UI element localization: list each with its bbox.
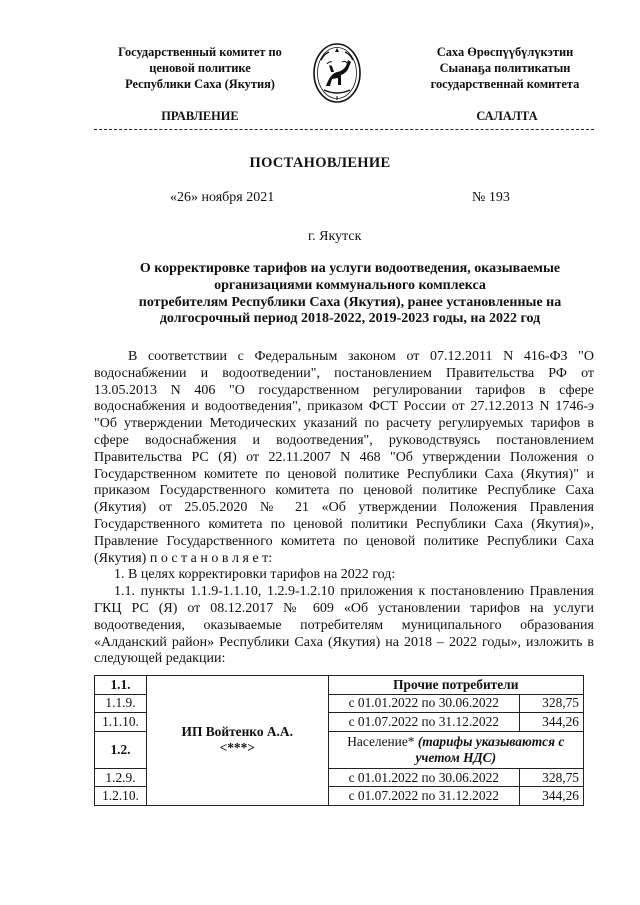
subject-line2: организациями коммунального комплекса [214,277,486,293]
organization-name: ИП Войтенко А.А. [181,724,293,740]
subject-line3: потребителям Республики Саха (Якутия), ранее установленные на [138,294,562,310]
document-title: ПОСТАНОВЛЕНИЕ [249,155,391,171]
table-cell-code: 1.2.10. [95,787,147,806]
header-right [390,44,620,92]
body-paragraph-1-text: В соответствии с Федеральным законом от 07.12.2011 N 416-ФЗ "О водоснабжении и водоотведении", постановлением Правительства РФ от 13.05.2013 N 406 "О государственном регулировании тарифов в сфере водоснабжения и водоотведения", приказом ФСТ России от 27.12.2013 N 1746-э "Об утверждении Методических указаний по расчету регулируемых тарифов в сфере водоснабжения и водоотведения", руководствуясь постановлением Правительства РС (Я) от 22.11.2007 N 468 "Об утверждении Положения о Государственном комитете по ценовой политике Республики Саха (Якутия)" и приказом Государственного комитета по ценовой политике Республике Саха (Якутия) от 25.05.2020 № 21 «Об утверждении Положения Правления Государственного комитета по ценовой политики Республики Саха (Якутия)», Правление Государственного комитета по ценовой политике Республики Саха (Якутия) [94,349,594,566]
table-cell-value: 344,26 [520,787,584,806]
body-paragraph-1 [94,349,594,567]
header-right-line1: Саха Өрөспүүбүлүкэтин [436,45,574,59]
group-population-note: (тарифы указываются с учетом НДС) [415,733,565,765]
document-city: г. Якутск [308,229,362,244]
table-cell-period: с 01.01.2022 по 30.06.2022 [328,694,520,713]
table-cell-value: 328,75 [520,768,584,787]
header-left-line3: Республики Саха (Якутия) [125,77,275,91]
table-cell-code: 1.2.9. [95,768,147,787]
header-left-line2: ценовой политике [149,61,251,75]
table-row [95,676,584,695]
body-item-1-1: 1.1. пункты 1.1.9-1.1.10, 1.2.9-1.2.10 приложения к постановлению Правления ГКЦ РС (Я) от 08.12.2017 № 609 «Об установлении тарифов на услуги водоотведения, оказываемые потребителям муниципального образования «Алданский район» Республики Саха (Якутия) на 2018 – 2022 годы», изложить в следующей редакции: [94,584,594,667]
header-left-dept: ПРАВЛЕНИЕ [161,109,239,123]
table-cell-organization [146,676,328,806]
header-right-dept: САЛАЛТА [476,109,538,123]
table-cell-group: Прочие потребители [328,676,583,695]
document-number: № 193 [472,190,510,205]
document-subject [100,261,600,328]
tariff-table [94,675,584,806]
document-body [94,349,594,668]
table-cell-value: 328,75 [520,694,584,713]
header-divider [94,129,594,130]
organization-note: <***> [219,740,255,756]
table-cell-period: с 01.07.2022 по 31.12.2022 [328,787,520,806]
coat-of-arms-emblem [312,42,362,104]
subject-line1: О корректировке тарифов на услуги водоотведения, оказываемые [139,261,561,276]
document-date: «26» ноября 2021 [170,190,275,205]
resolution-word: п о с т а н о в л я е т: [149,550,273,566]
table-cell-code: 1.1.9. [95,694,147,713]
table-cell-period: с 01.07.2022 по 31.12.2022 [328,713,520,732]
table-cell-group [328,731,583,768]
table-cell-code: 1.2. [95,731,147,768]
group-population: Население* [347,733,418,749]
table-cell-code: 1.1.10. [95,713,147,732]
table-cell-value: 344,26 [520,713,584,732]
header-left [95,44,305,92]
header-right-line3: государственнай комитета [430,77,580,91]
header-left-line1: Государственный комитет по [118,45,282,59]
subject-line4: долгосрочный период 2018-2022, 2019-2023 годы, на 2022 год [159,311,541,327]
body-item-1: 1. В целях корректировки тарифов на 2022 год: [114,567,396,583]
table-cell-period: с 01.01.2022 по 30.06.2022 [328,768,520,787]
table-cell-code: 1.1. [95,676,147,695]
header-right-line2: Сыанаҕа политикатын [439,61,571,75]
